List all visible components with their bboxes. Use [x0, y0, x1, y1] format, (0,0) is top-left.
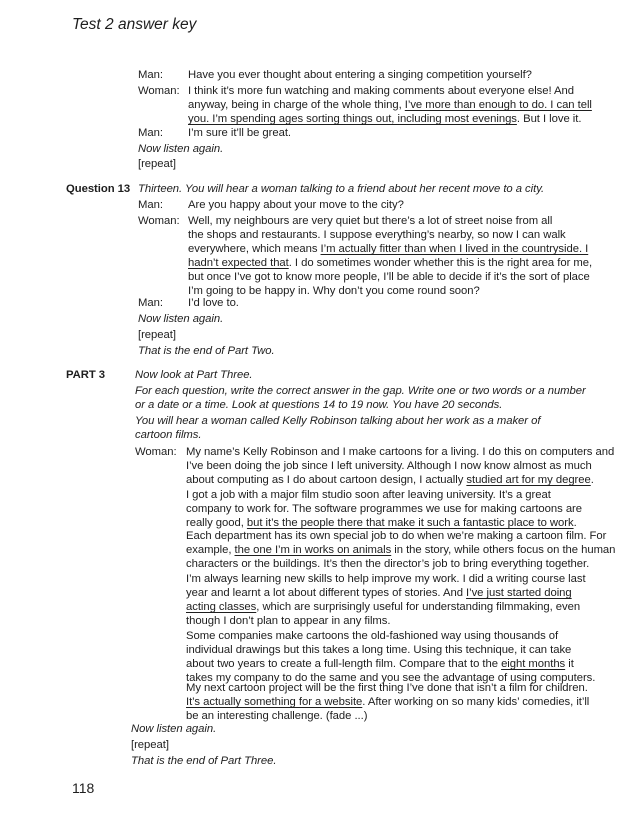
speaker-label: Man: — [138, 199, 163, 211]
transcript-line — [186, 614, 390, 628]
text-segment: takes my company to do the same and you see the advantage of using computers. — [186, 672, 596, 684]
transcript-line — [138, 328, 176, 342]
transcript-line — [188, 198, 404, 212]
text-segment: really good, — [186, 517, 247, 529]
answer-underline: acting classes — [186, 601, 257, 613]
answer-underline: It’s actually something for a website — [186, 696, 363, 708]
text-segment: the shops and restaurants. I suppose everything’s nearby, so now I can walk — [188, 229, 566, 241]
text-segment: about two years to create a full-length film. Compare that to the — [186, 658, 502, 670]
text-segment: Now listen again. — [138, 313, 224, 325]
answer-underline: studied art for my degree — [466, 474, 591, 486]
text-segment: You will hear a woman called Kelly Robinson talking about her work as a maker of — [135, 415, 541, 427]
text-segment: , which are surprisingly useful for understanding filmmaking, even — [256, 601, 581, 613]
text-segment: [repeat] — [138, 329, 176, 341]
transcript-line — [186, 600, 580, 614]
page-number: 118 — [72, 780, 95, 796]
transcript-line — [138, 344, 275, 358]
speaker-label: Woman: — [138, 85, 180, 97]
text-segment: Well, my neighbours are very quiet but there’s a lot of street noise from all — [188, 215, 553, 227]
transcript-line — [186, 529, 606, 543]
text-segment: example, — [186, 544, 235, 556]
text-segment: year and learnt a lot about different types of stories. And — [186, 587, 467, 599]
answer-underline: I’ve more than enough to do. I can tell — [404, 99, 592, 111]
answer-underline: eight months — [501, 658, 566, 670]
text-segment: Are you happy about your move to the city? — [188, 199, 404, 211]
text-segment: company to work for. The software programmes we use for making cartoons are — [186, 503, 582, 515]
text-segment: I’m going to be happy in. Why don’t you come round soon? — [188, 285, 480, 297]
transcript-line — [188, 84, 574, 98]
text-segment: I think it’s more fun watching and making comments about everyone else! And — [188, 85, 574, 97]
transcript-line — [138, 182, 544, 196]
text-segment: I’ve been doing the job since I left university. Although I now know almost as much — [186, 460, 592, 472]
transcript-line — [186, 657, 574, 671]
text-segment: Now listen again. — [138, 143, 224, 155]
text-segment: anyway, being in charge of the whole thing, — [188, 99, 405, 111]
transcript-line — [138, 157, 176, 171]
answer-underline: but it’s the people there that make it such a fantastic place to work — [246, 517, 574, 529]
transcript-line — [188, 126, 291, 140]
answer-underline: hadn’t expected that — [188, 257, 289, 269]
speaker-label: PART 3 — [66, 369, 106, 381]
text-segment: My next cartoon project will be the first thing I’ve done that isn’t a film for children. — [186, 682, 588, 694]
text-segment: or a date or a time. Look at questions 14 to 19 now. You have 20 seconds. — [135, 399, 503, 411]
transcript-line — [186, 445, 614, 459]
text-segment: Now listen again. — [131, 723, 217, 735]
text-segment: Each department has its own special job to do when we’re making a cartoon film. For — [186, 530, 607, 542]
transcript-line — [186, 543, 615, 557]
transcript-line — [186, 572, 586, 586]
text-segment: about computing as I do about cartoon design, I actually — [186, 474, 467, 486]
transcript-line — [188, 214, 552, 228]
running-header: Test 2 answer key — [72, 16, 197, 33]
answer-underline: the one I’m in works on animals — [234, 544, 392, 556]
text-segment: [repeat] — [138, 158, 176, 170]
transcript-line — [186, 643, 571, 657]
text-segment: but once I’ve got to know more people, I’ll be able to decide if it’s the sort of place — [188, 271, 590, 283]
text-segment: be an interesting challenge. (fade ...) — [186, 710, 368, 722]
transcript-line — [138, 142, 223, 156]
text-segment: Thirteen. You will hear a woman talking to a friend about her recent move to a city. — [138, 183, 545, 195]
transcript-line — [135, 368, 253, 382]
transcript-line — [186, 586, 572, 600]
text-segment: I’m sure it’ll be great. — [188, 127, 292, 139]
text-segment: I’d love to. — [188, 297, 239, 309]
transcript-line — [135, 414, 540, 428]
transcript-line — [186, 488, 551, 502]
transcript-line — [186, 516, 577, 530]
transcript-line — [131, 738, 169, 752]
text-segment: . — [590, 474, 594, 486]
transcript-line — [186, 557, 589, 571]
answer-underline: I’m actually fitter than when I lived in the countryside. I — [320, 243, 589, 255]
speaker-label: Man: — [138, 69, 163, 81]
text-segment: Now look at Part Three. — [135, 369, 253, 381]
transcript-line — [186, 502, 582, 516]
transcript-line — [135, 384, 586, 398]
text-segment: For each question, write the correct answer in the gap. Write one or two words or a number — [135, 385, 586, 397]
transcript-line — [131, 754, 276, 768]
transcript-line — [188, 98, 592, 112]
transcript-line — [135, 428, 201, 442]
speaker-label: Question 13 — [66, 183, 131, 195]
transcript-line — [188, 270, 590, 284]
transcript-line — [131, 722, 216, 736]
transcript-line — [188, 228, 566, 242]
speaker-label: Man: — [138, 127, 163, 139]
answer-underline: I’ve just started doing — [466, 587, 572, 599]
answer-underline: you. I’m spending ages sorting things out, including most evenings — [188, 113, 517, 125]
text-segment: [repeat] — [131, 739, 169, 751]
text-segment: I got a job with a major film studio soon after leaving university. It’s a great — [186, 489, 551, 501]
speaker-label: Man: — [138, 297, 163, 309]
speaker-label: Woman: — [135, 446, 177, 458]
text-segment: That is the end of Part Three. — [131, 755, 277, 767]
text-segment: . — [573, 517, 577, 529]
text-segment: . But I love it. — [516, 113, 582, 125]
transcript-line — [188, 242, 588, 256]
text-segment: I’m always learning new skills to help improve my work. I did a writing course last — [186, 573, 586, 585]
transcript-line — [186, 681, 588, 695]
text-segment: . I do sometimes wonder whether this is the right area for me, — [288, 257, 593, 269]
text-segment: everywhere, which means — [188, 243, 321, 255]
transcript-line — [188, 68, 532, 82]
text-segment: Have you ever thought about entering a singing competition yourself? — [188, 69, 532, 81]
transcript-line — [186, 473, 594, 487]
text-segment: cartoon films. — [135, 429, 202, 441]
text-segment: though I don’t plan to appear in any films. — [186, 615, 391, 627]
transcript-line — [186, 695, 589, 709]
transcript-line — [188, 256, 592, 270]
transcript-line — [186, 629, 558, 643]
transcript-line — [188, 112, 581, 126]
transcript-line — [186, 709, 367, 723]
text-segment: it — [565, 658, 574, 670]
text-segment: individual drawings but this takes a long time. Using this technique, it can take — [186, 644, 572, 656]
text-segment: characters or the buildings. It’s then the director’s job to bring everything together. — [186, 558, 590, 570]
speaker-label: Woman: — [138, 215, 180, 227]
transcript-line — [138, 312, 223, 326]
text-segment: in the story, while others focus on the human — [391, 544, 616, 556]
transcript-line — [186, 459, 592, 473]
text-segment: . After working on so many kids’ comedies, it’ll — [362, 696, 590, 708]
text-segment: My name’s Kelly Robinson and I make cartoons for a living. I do this on computers and — [186, 446, 615, 458]
text-segment: That is the end of Part Two. — [138, 345, 275, 357]
transcript-line — [135, 398, 502, 412]
transcript-line — [188, 296, 239, 310]
text-segment: Some companies make cartoons the old-fashioned way using thousands of — [186, 630, 559, 642]
